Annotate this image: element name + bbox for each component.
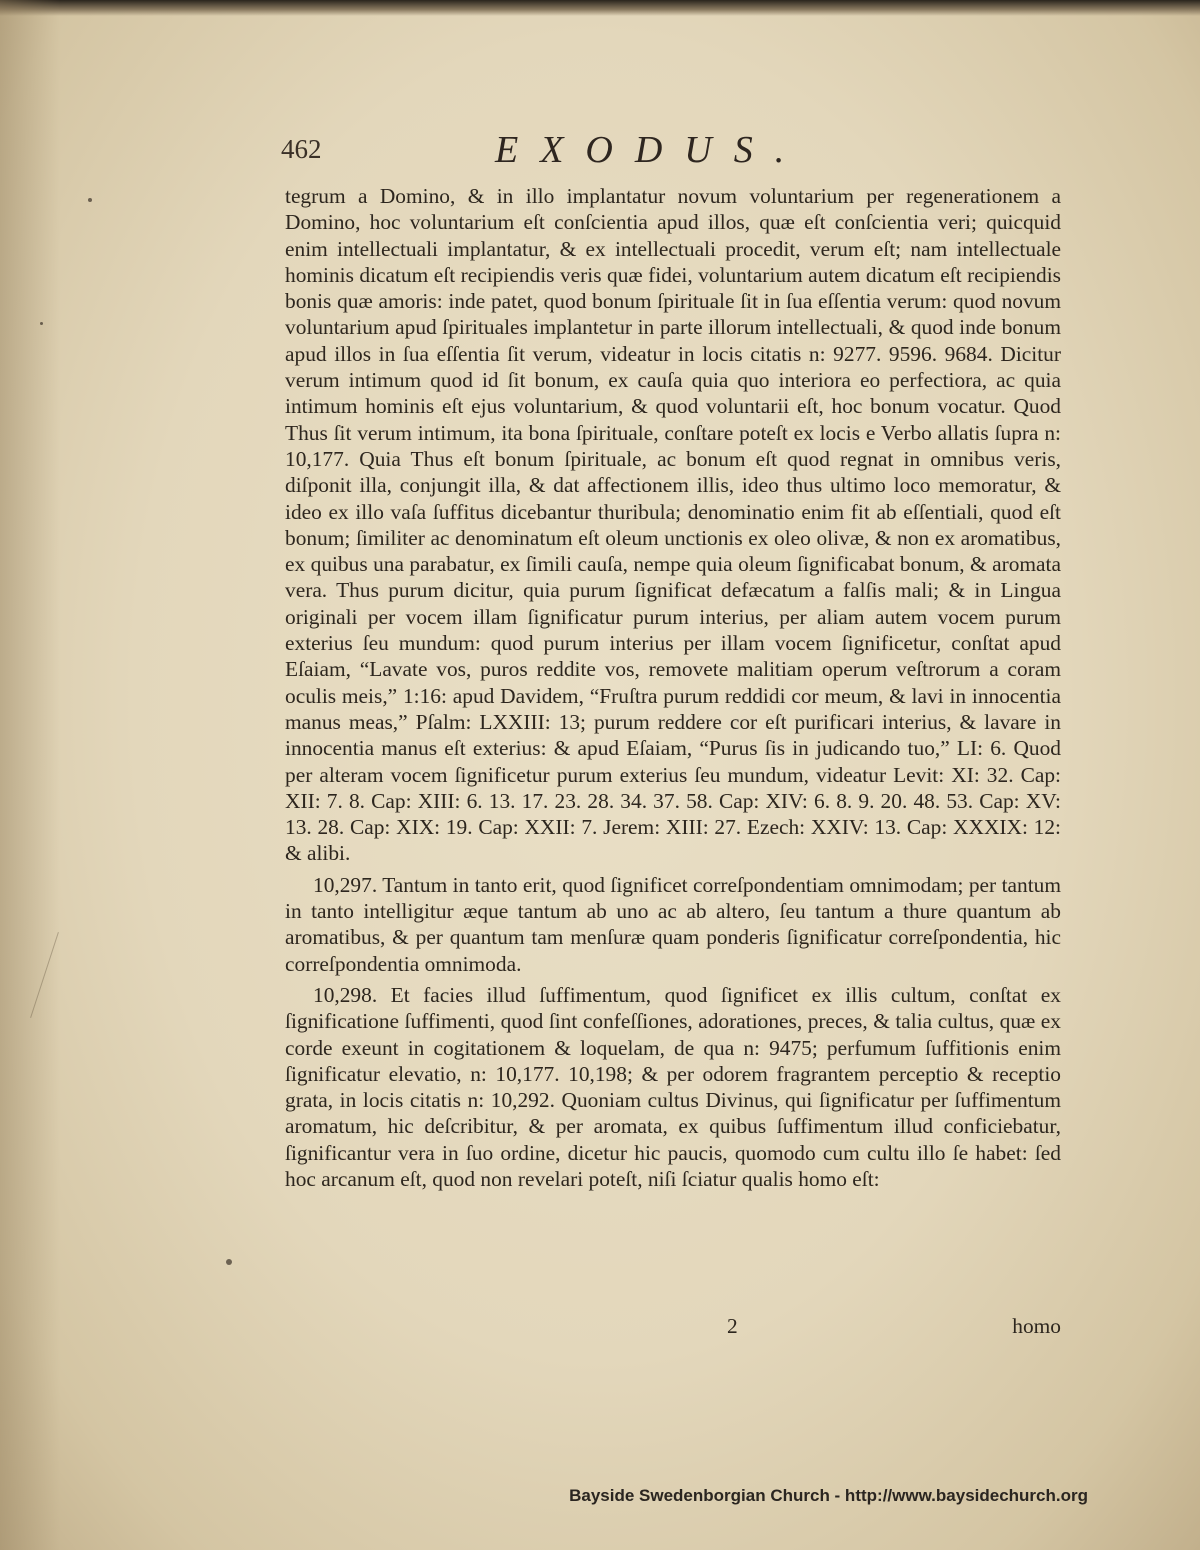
signature-mark: 2	[727, 1314, 738, 1338]
paper-speck	[40, 322, 43, 325]
catchword: homo	[1012, 1314, 1061, 1338]
page-number: 462	[281, 134, 322, 164]
paper-speck	[226, 1259, 232, 1265]
page-title: EXODUS.	[495, 129, 807, 171]
running-head	[281, 128, 1061, 176]
paragraph-10297: 10,297. Tantum in tanto erit, quod ſignificet correſpondentiam omnimodam; per tantum in tanto intelligitur æque tantum ab uno ac ab altero, ſeu tantum a thure quantum ab aromatibus, & per quantum tam menſuræ quam ponderis ſignificatur correſpondentia, hic correſpondentia omnimoda.	[285, 872, 1061, 976]
paragraph-continued: tegrum a Domino, & in illo implantatur novum voluntarium per regenerationem a Domino, hoc voluntarium eſt conſcientia apud illos, quæ eſt conſcientia veri; quicquid enim intellectuali implantatur, & ex intellectuali procedit, verum eſt; nam intellectuale hominis dicatum eſt recipiendis veris quæ fidei, voluntarium autem dicatum eſt recipiendis bonis quæ amoris: inde patet, quod bonum ſpirituale ſit in ſua eſſentia verum: quod novum voluntarium apud ſpirituales implantetur in parte illorum intellectuali, & quod inde bonum apud illos in ſua eſſentia ſit verum, videatur in locis citatis n: 9277. 9596. 9684. Dicitur verum intimum quod id ſit bonum, ex cauſa quia quo interiora eo perfectiora, ac quia intimum hominis eſt ejus voluntarium, & quod voluntarii eſt, hoc bonum vocatur. Quod Thus ſit verum intimum, ita bona ſpirituale, conſtare poteſt ex locis e Verbo allatis ſupra n: 10,177. Quia Thus eſt bonum ſpirituale, ac bonum eſt quod regnat in omnibus veris, diſponit illa, conjungit illa, & dat affectionem illis, ideo thus ultimo loco memoratur, & ideo ex illo vaſa ſuffitus dicebantur thuribula; denominatio enim fit ab eſſentiali, quod eſt bonum; ſimiliter ac denominatum eſt oleum unctionis ex oleo olivæ, & non ex aromatibus, ex quibus una parabatur, ex ſimili cauſa, nempe quia oleum ſignificabat bonum, & aromata vera. Thus purum dicitur, quia purum ſignificat defæcatum a falſis mali; & in Lingua originali per vocem illam ſignificatur purum interius, per aliam autem vocem purum exterius ſeu mundum: quod purum interius per illam vocem ſignificetur, conſtat apud Eſaiam, “Lavate vos, puros reddite vos, removete malitiam operum veſtrorum a coram oculis meis,” 1:16: apud Davidem, “Fruſtra purum reddidi cor meum, & lavi in innocentia manus meas,” Pſalm: LXXIII: 13; purum reddere cor eſt purificari interius, & lavare in innocentia manus eſt exterius: & apud Eſaiam, “Purus ſis in judicando tuo,” LI: 6. Quod per alteram vocem ſignificetur purum exterius ſeu mundum, videatur Levit: XI: 32. Cap: XII: 7. 8. Cap: XIII: 6. 13. 17. 23. 28. 34. 37. 58. Cap: XIV: 6. 8. 9. 20. 48. 53. Cap: XV: 13. 28. Cap: XIX: 19. Cap: XXII: 7. Jerem: XIII: 27. Ezech: XXIV: 13. Cap: XXXIX: 12: & alibi.	[285, 184, 1061, 866]
source-watermark: Bayside Swedenborgian Church - http://www.baysidechurch.org	[569, 1486, 1088, 1505]
binding-shadow	[0, 0, 60, 1550]
page-top-edge	[0, 0, 1200, 16]
page-footer	[285, 1314, 1061, 1342]
paper-speck	[88, 198, 92, 202]
body-text	[285, 183, 1061, 1192]
paragraph-10298: 10,298. Et facies illud ſuffimentum, quod ſignificet ex illis cultum, conſtat ex ſignificatione ſuffimenti, quod ſint confeſſiones, adorationes, preces, & talia cultus, quæ ex corde exeunt in cogitationem & loquelam, de qua n: 9475; perfumum ſuffitionis enim ſignificatur elevatio, n: 10,177. 10,198; & per odorem fragrantem perceptio & receptio grata, in locis citatis n: 10,292. Quoniam cultus Divinus, qui ſignificatur per ſuffimentum aromatum, hic deſcribitur, & per aromata, ex quibus ſuffimentum illud conficiebatur, ſignificantur vera in ſuo ordine, dicetur hic paucis, quomodo cum cultu illo ſe habet: ſed hoc arcanum eſt, quod non revelari poteſt, niſi ſciatur qualis homo eſt:	[285, 982, 1061, 1191]
